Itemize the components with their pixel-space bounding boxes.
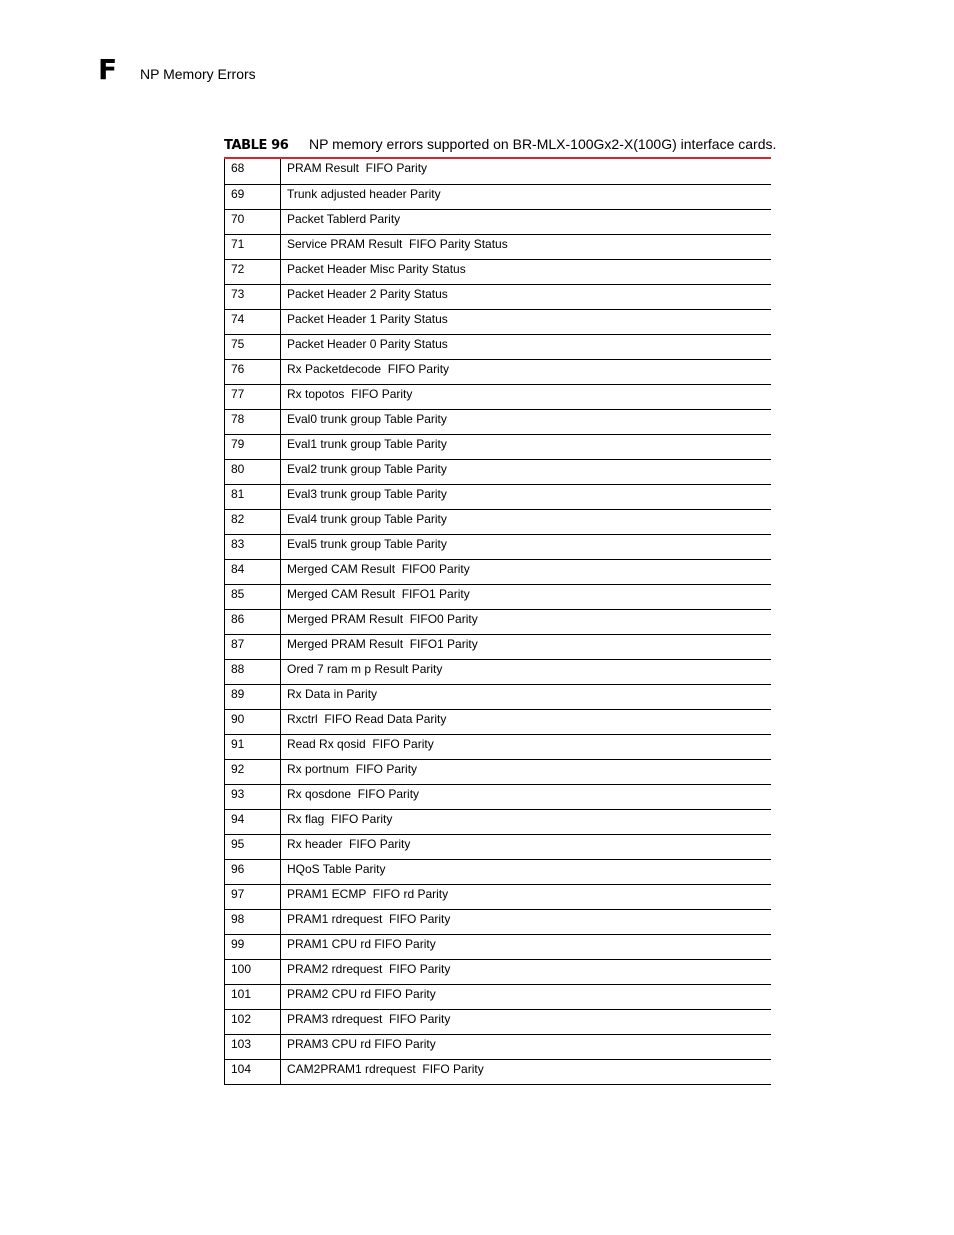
error-description-cell: Packet Header Misc Parity Status <box>281 259 772 284</box>
error-description-cell: Packet Header 2 Parity Status <box>281 284 772 309</box>
table-row <box>225 834 772 859</box>
error-description-cell: PRAM2 CPU rd FIFO Parity <box>281 984 772 1009</box>
error-number-cell: 82 <box>225 509 281 534</box>
table-row <box>225 434 772 459</box>
error-number-cell: 79 <box>225 434 281 459</box>
table-row <box>225 459 772 484</box>
table-caption <box>224 134 804 156</box>
error-description-cell: HQoS Table Parity <box>281 859 772 884</box>
table-row <box>225 409 772 434</box>
table-row <box>225 309 772 334</box>
table-row <box>225 759 772 784</box>
error-number-cell: 101 <box>225 984 281 1009</box>
error-number-cell: 91 <box>225 734 281 759</box>
table-row <box>225 334 772 359</box>
error-number-cell: 89 <box>225 684 281 709</box>
table-row <box>225 384 772 409</box>
error-description-cell: Eval3 trunk group Table Parity <box>281 484 772 509</box>
error-description-cell: Rxctrl FIFO Read Data Parity <box>281 709 772 734</box>
error-number-cell: 96 <box>225 859 281 884</box>
table-row <box>225 559 772 584</box>
error-description-cell: Rx header FIFO Parity <box>281 834 772 859</box>
error-number-cell: 80 <box>225 459 281 484</box>
table-row <box>225 784 772 809</box>
table-body <box>225 159 772 1084</box>
error-number-cell: 97 <box>225 884 281 909</box>
table-row <box>225 584 772 609</box>
error-description-cell: Rx Packetdecode FIFO Parity <box>281 359 772 384</box>
table-row <box>225 634 772 659</box>
error-description-cell: Packet Header 0 Parity Status <box>281 334 772 359</box>
error-number-cell: 83 <box>225 534 281 559</box>
error-number-cell: 73 <box>225 284 281 309</box>
error-number-cell: 88 <box>225 659 281 684</box>
error-number-cell: 78 <box>225 409 281 434</box>
error-description-cell: Rx portnum FIFO Parity <box>281 759 772 784</box>
error-description-cell: PRAM3 rdrequest FIFO Parity <box>281 1009 772 1034</box>
error-description-cell: Trunk adjusted header Parity <box>281 184 772 209</box>
table-row <box>225 909 772 934</box>
error-number-cell: 95 <box>225 834 281 859</box>
error-number-cell: 86 <box>225 609 281 634</box>
error-description-cell: Ored 7 ram m p Result Parity <box>281 659 772 684</box>
error-number-cell: 103 <box>225 1034 281 1059</box>
table-row <box>225 209 772 234</box>
error-number-cell: 99 <box>225 934 281 959</box>
error-number-cell: 84 <box>225 559 281 584</box>
section-title: NP Memory Errors <box>140 66 256 82</box>
error-number-cell: 81 <box>225 484 281 509</box>
error-description-cell: Eval2 trunk group Table Parity <box>281 459 772 484</box>
table-caption-text: NP memory errors supported on BR-MLX-100Gx2-X(100G) interface cards. <box>309 136 777 152</box>
error-description-cell: Eval4 trunk group Table Parity <box>281 509 772 534</box>
error-description-cell: Eval5 trunk group Table Parity <box>281 534 772 559</box>
table-row <box>225 709 772 734</box>
error-number-cell: 74 <box>225 309 281 334</box>
table-row <box>225 259 772 284</box>
table-caption-label: TABLE 96 <box>224 138 289 153</box>
error-number-cell: 94 <box>225 809 281 834</box>
table-row <box>225 184 772 209</box>
error-description-cell: Service PRAM Result FIFO Parity Status <box>281 234 772 259</box>
table-row <box>225 809 772 834</box>
error-number-cell: 75 <box>225 334 281 359</box>
table-row <box>225 884 772 909</box>
table-row <box>225 234 772 259</box>
error-number-cell: 72 <box>225 259 281 284</box>
error-description-cell: Read Rx qosid FIFO Parity <box>281 734 772 759</box>
error-number-cell: 87 <box>225 634 281 659</box>
table-row <box>225 1009 772 1034</box>
table-row <box>225 934 772 959</box>
error-number-cell: 92 <box>225 759 281 784</box>
error-description-cell: Eval0 trunk group Table Parity <box>281 409 772 434</box>
table-row <box>225 1034 772 1059</box>
table-row <box>225 984 772 1009</box>
error-description-cell: Rx Data in Parity <box>281 684 772 709</box>
error-number-cell: 70 <box>225 209 281 234</box>
error-number-cell: 77 <box>225 384 281 409</box>
error-description-cell: Rx flag FIFO Parity <box>281 809 772 834</box>
error-number-cell: 104 <box>225 1059 281 1084</box>
error-number-cell: 98 <box>225 909 281 934</box>
table-row <box>225 484 772 509</box>
error-number-cell: 93 <box>225 784 281 809</box>
error-description-cell: Rx qosdone FIFO Parity <box>281 784 772 809</box>
error-description-cell: PRAM1 rdrequest FIFO Parity <box>281 909 772 934</box>
table-row <box>225 684 772 709</box>
error-description-cell: Rx topotos FIFO Parity <box>281 384 772 409</box>
error-number-cell: 71 <box>225 234 281 259</box>
error-number-cell: 68 <box>225 159 281 184</box>
error-description-cell: Merged CAM Result FIFO1 Parity <box>281 584 772 609</box>
error-description-cell: PRAM Result FIFO Parity <box>281 159 772 184</box>
table-row <box>225 359 772 384</box>
table-row <box>225 659 772 684</box>
error-number-cell: 90 <box>225 709 281 734</box>
table-row <box>225 284 772 309</box>
error-number-cell: 85 <box>225 584 281 609</box>
error-description-cell: Packet Header 1 Parity Status <box>281 309 772 334</box>
error-description-cell: Packet Tablerd Parity <box>281 209 772 234</box>
memory-errors-table <box>224 159 771 1085</box>
error-description-cell: Merged CAM Result FIFO0 Parity <box>281 559 772 584</box>
table-row <box>225 609 772 634</box>
appendix-letter: F <box>98 53 118 86</box>
error-description-cell: Merged PRAM Result FIFO0 Parity <box>281 609 772 634</box>
table-row <box>225 959 772 984</box>
error-description-cell: CAM2PRAM1 rdrequest FIFO Parity <box>281 1059 772 1084</box>
error-description-cell: PRAM3 CPU rd FIFO Parity <box>281 1034 772 1059</box>
memory-errors-table-container <box>224 157 771 1111</box>
error-number-cell: 76 <box>225 359 281 384</box>
table-row <box>225 859 772 884</box>
error-description-cell: PRAM1 ECMP FIFO rd Parity <box>281 884 772 909</box>
error-number-cell: 69 <box>225 184 281 209</box>
table-row <box>225 159 772 184</box>
table-row <box>225 534 772 559</box>
table-row <box>225 509 772 534</box>
error-number-cell: 100 <box>225 959 281 984</box>
error-description-cell: PRAM1 CPU rd FIFO Parity <box>281 934 772 959</box>
table-row <box>225 1059 772 1084</box>
error-number-cell: 102 <box>225 1009 281 1034</box>
table-row <box>225 734 772 759</box>
error-description-cell: Eval1 trunk group Table Parity <box>281 434 772 459</box>
error-description-cell: PRAM2 rdrequest FIFO Parity <box>281 959 772 984</box>
error-description-cell: Merged PRAM Result FIFO1 Parity <box>281 634 772 659</box>
